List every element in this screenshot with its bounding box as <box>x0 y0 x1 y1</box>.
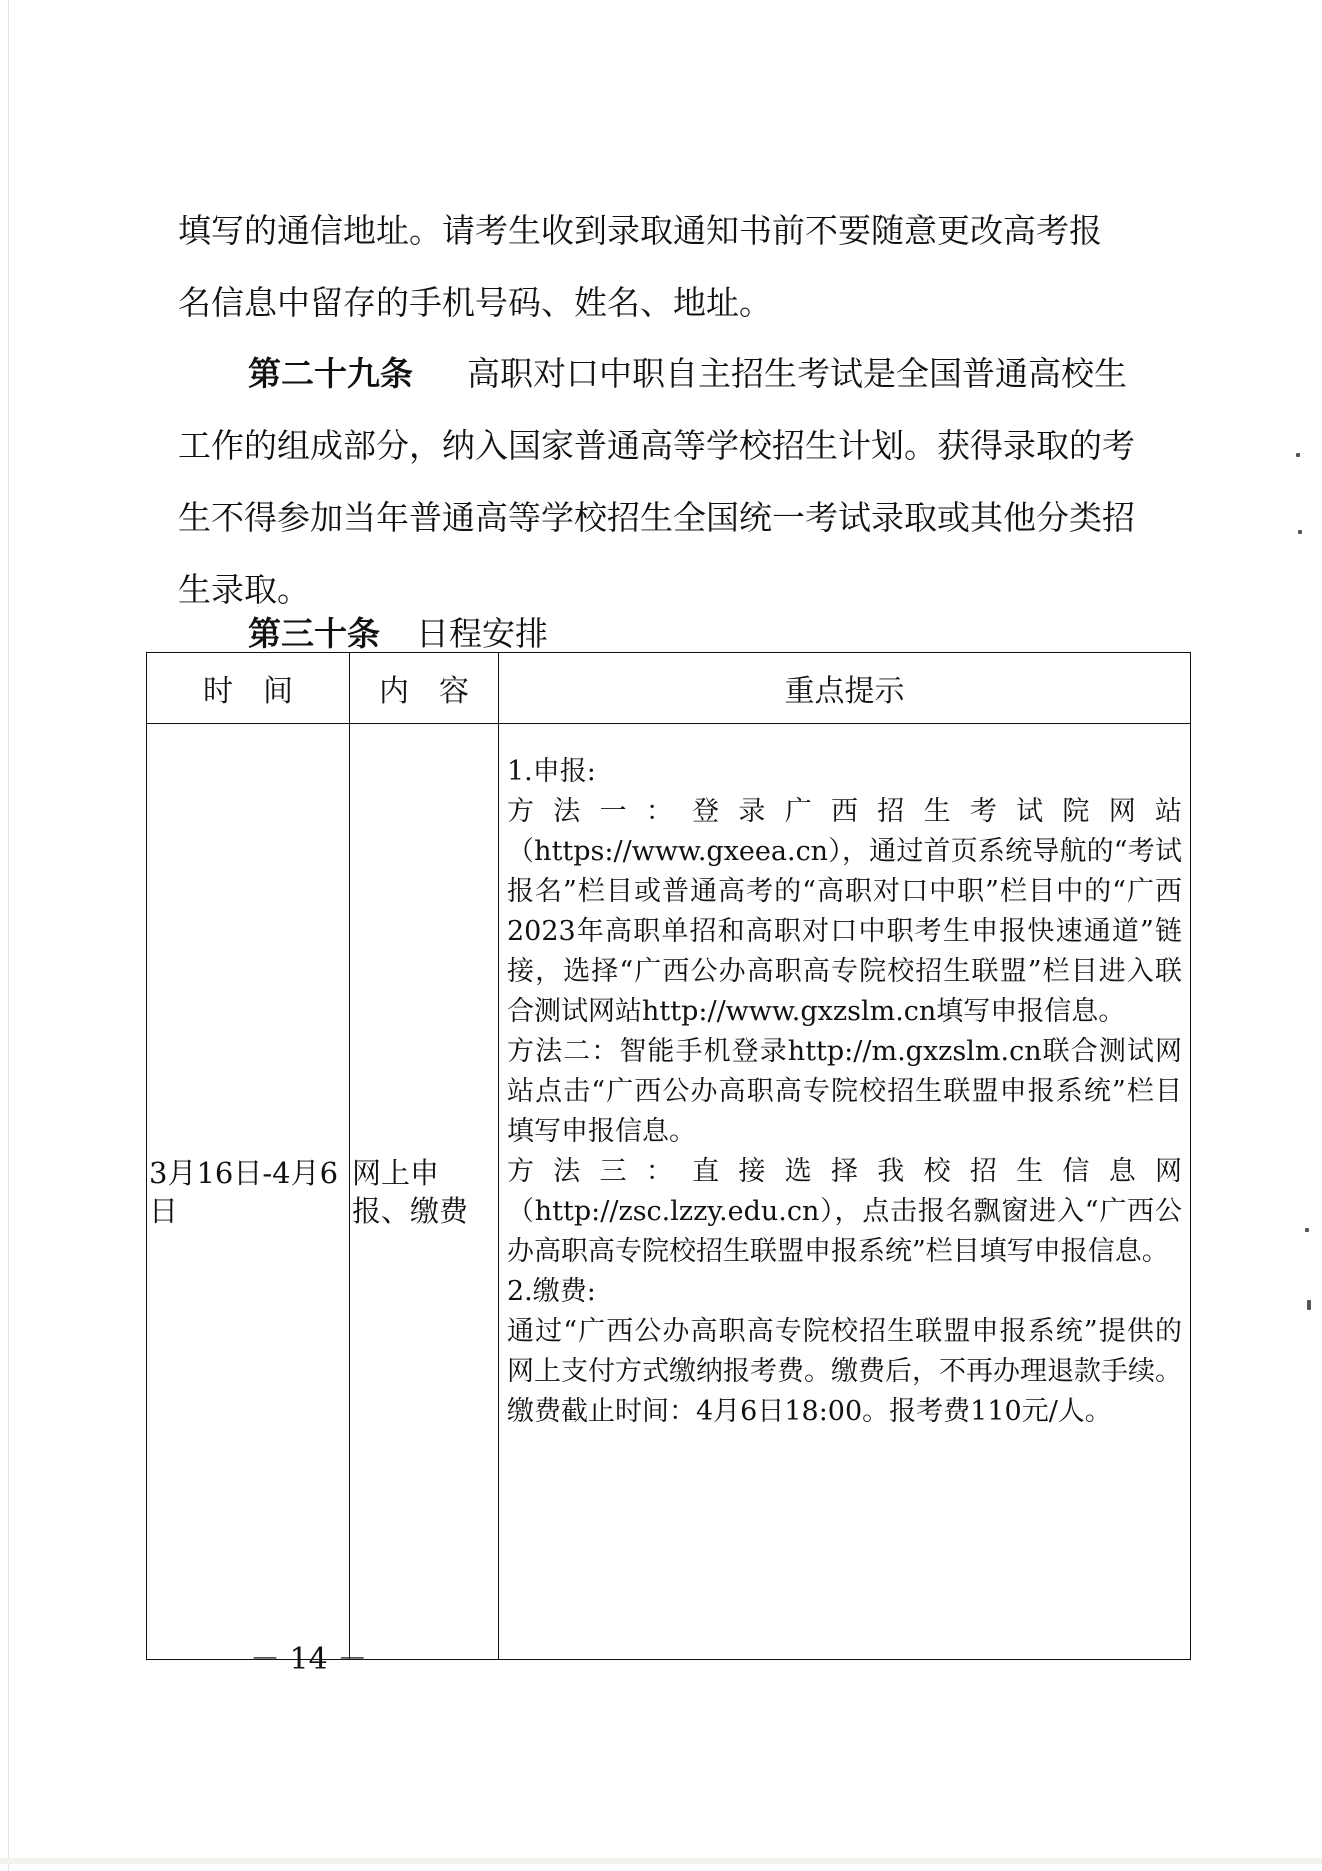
schedule-table <box>146 652 1191 1660</box>
scan-speck <box>1305 1228 1309 1232</box>
page-number: － 14 － <box>250 1642 368 1677</box>
paragraph-line: 名信息中留存的手机号码、姓名、地址。 <box>178 283 772 322</box>
tips-item: 方法三：直接选择我校招生信息网（http://zsc.lzzy.edu.cn），点击报名飘窗进入“广西公办高职高专院校招生联盟申报系统”栏目填写申报信息。 <box>507 1156 1182 1267</box>
article-30-heading <box>248 612 548 656</box>
cell-time: 3月16日-4月6日 <box>147 724 350 1660</box>
article-text: 高职对口中职自主招生考试是全国普通高校生工作的组成部分，纳入国家普通高等学校招生计划。获得录取的考生不得参加当年普通高等学校招生全国统一考试录取或其他分类招生录取。 <box>178 354 1135 609</box>
tips-item: 2.缴费: <box>507 1276 596 1307</box>
article-29 <box>178 338 1158 626</box>
header-content: 内 容 <box>350 653 499 724</box>
scan-speck <box>1296 453 1300 457</box>
header-tips: 重点提示 <box>499 653 1191 724</box>
scan-speck <box>1298 530 1302 534</box>
tips-item: 方法一：登录广西招生考试院网站（https://www.gxeea.cn），通过首页系统导航的“考试报名”栏目或普通高考的“高职对口中职”栏目中的“广西2023年高职单招和高职对口中职考生申报快速通道”链接，选择“广西公办高职高专院校招生联盟”栏目进入联合测试网站http://www.gxzslm.cn填写申报信息。 <box>507 796 1182 1027</box>
table-header-row <box>147 653 1191 724</box>
tips-item: 方法二：智能手机登录http://m.gxzslm.cn联合测试网站点击“广西公办高职高专院校招生联盟申报系统”栏目填写申报信息。 <box>507 1036 1182 1147</box>
cell-tips <box>499 724 1191 1660</box>
scan-bottom-edge <box>0 1858 1322 1864</box>
tips-item: 1.申报: <box>507 756 596 787</box>
section-title: 日程安排 <box>416 614 548 653</box>
article-number: 第二十九条 <box>248 354 413 393</box>
cell-content: 网上申报、缴费 <box>350 724 499 1660</box>
table-row <box>147 724 1191 1660</box>
paragraph-continuation <box>178 195 1158 339</box>
header-time: 时 间 <box>147 653 350 724</box>
tips-item: 通过“广西公办高职高专院校招生联盟申报系统”提供的网上支付方式缴纳报考费。缴费后，不再办理退款手续。缴费截止时间：4月6日18:00。报考费110元/人。 <box>507 1316 1182 1427</box>
scan-page-edge <box>8 0 9 1871</box>
scan-speck <box>1307 1300 1311 1310</box>
paragraph-line: 填写的通信地址。请考生收到录取通知书前不要随意更改高考报 <box>178 211 1102 250</box>
article-number: 第三十条 <box>248 614 380 653</box>
